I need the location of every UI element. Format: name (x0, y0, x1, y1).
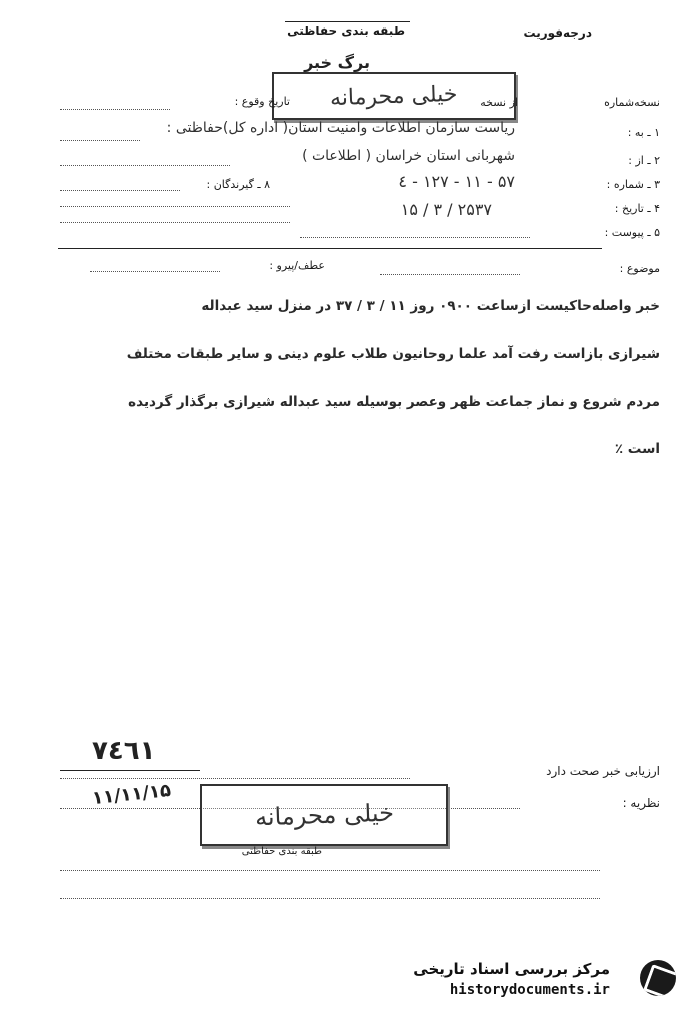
to-dots (60, 140, 140, 141)
date-value: ۲۵۳۷ / ۳ / ۱۵ (400, 200, 492, 219)
bottom-classification-stamp (200, 784, 448, 846)
body-line: است ٪ (614, 441, 660, 457)
opinion-dots-2 (60, 870, 600, 871)
reference-underline (60, 770, 200, 771)
recipients-dots-2 (60, 206, 290, 207)
attachment-label: ۵ ـ پیوست : (604, 226, 660, 239)
reference-dots (90, 271, 220, 272)
bottom-stamp-text: خیلی محرمانه (254, 798, 394, 832)
assessment-dots (60, 778, 410, 779)
urgency-label: درجه‌فوریت (523, 26, 592, 40)
form-title: برگ خبر (304, 53, 370, 72)
watermark-org-name: مرکز بررسی اسناد تاریخی (413, 960, 610, 978)
copy-of-label: از نسخه (480, 96, 518, 109)
number-label: ۳ ـ شماره : (606, 178, 660, 191)
attachment-dots (300, 237, 530, 238)
event-date-dots (60, 109, 170, 110)
from-value: شهربانی استان خراسان ( اطلاعات ) (302, 148, 515, 164)
to-value: ریاست سازمان اطلاعات وامنیت استان( اداره کل)حفاظتی : (166, 120, 515, 136)
copy-number-label: نسخه‌شماره (604, 96, 660, 109)
opinion-dots-3 (60, 898, 600, 899)
recipients-dots-1 (60, 190, 180, 191)
subject-dots (380, 274, 520, 275)
archive-logo-icon (640, 960, 676, 996)
subject-label: موضوع : (619, 262, 660, 275)
top-stamp-text: خیلی محرمانه (329, 81, 459, 111)
number-value: ۵۷ - ۱۱ - ۱۲۷ - ٤ (398, 172, 515, 191)
recipients-dots-3 (60, 222, 290, 223)
date-label: ۴ ـ تاریخ : (614, 202, 660, 215)
body-line: خبر واصله‌حاکیست ازساعت ۰۹۰۰ روز ۱۱ / ۳ / ۳۷ در منزل سید عبداله (201, 298, 660, 314)
header-divider (58, 248, 602, 249)
bottom-classification-label: طبقه بندی حفاظتی (241, 846, 322, 857)
reference-label: عطف/پیرو : (269, 259, 325, 272)
classification-label: طبقه بندی حفاظتی (287, 24, 405, 38)
from-dots (60, 165, 230, 166)
recipients-label: ۸ ـ گیرندگان : (206, 178, 270, 191)
from-label: ۲ ـ از : (628, 154, 660, 167)
watermark-url: historydocuments.ir (449, 982, 610, 998)
body-line: مردم شروع و نماز جماعت ظهر وعصر بوسیله سید عبداله شیرازی برگذار گردیده (128, 394, 660, 410)
opinion-label: نظریه : (622, 796, 660, 810)
header-rule (285, 21, 410, 22)
handwritten-date: ۱۱/۱۱/۱۵ (91, 779, 172, 810)
body-line: شیرازی بازاست رفت آمد علما روحانیون طلاب علوم دینی و سایر طبقات مختلف (126, 346, 660, 362)
event-date-label: تاریخ وقوع : (234, 95, 290, 108)
assessment-label: ارزیابی خبر صحت دارد (546, 764, 660, 778)
to-label: ۱ ـ به : (627, 126, 660, 139)
handwritten-reference-number: ۷٤٦١ (92, 736, 156, 766)
